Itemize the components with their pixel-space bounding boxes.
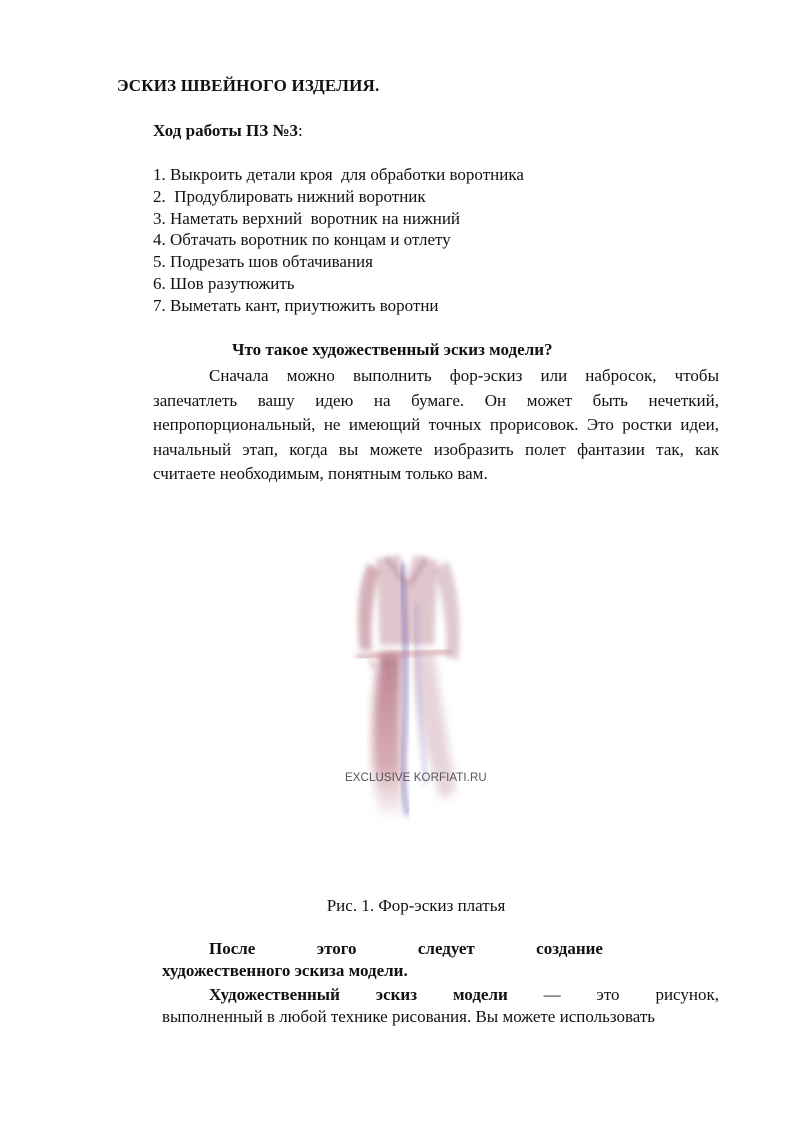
paragraph-word: После: [209, 939, 256, 958]
paragraph-word: это: [596, 985, 620, 1004]
list-item: 5. Подрезать шов обтачивания: [153, 252, 373, 272]
paragraph-word: эскиз: [375, 985, 418, 1004]
paragraph-line: [162, 938, 603, 960]
image-watermark: EXCLUSIVE KORFIATI.RU: [345, 772, 487, 784]
work-heading: [153, 121, 303, 141]
list-item: 7. Выметать кант, приутюжить воротни: [153, 295, 439, 315]
paragraph-word: —: [543, 985, 561, 1004]
paragraph-line: выполненный в любой технике рисования. Вы можете использовать: [162, 1007, 656, 1026]
figure-caption: Рис. 1. Фор-эскиз платья: [326, 896, 506, 915]
paragraph-word: создание: [536, 939, 603, 958]
section-heading: Что такое художественный эскиз модели?: [232, 340, 553, 359]
list-item: 3. Наметать верхний воротник на нижний: [153, 208, 461, 228]
work-heading-colon: :: [298, 121, 303, 140]
dress-sketch-image: [330, 545, 480, 830]
document-title: ЭСКИЗ ШВЕЙНОГО ИЗДЕЛИЯ.: [117, 76, 380, 95]
paragraph-word: рисунок,: [655, 985, 719, 1004]
paragraph-line: художественного эскиза модели.: [162, 961, 408, 980]
paragraph-word: следует: [417, 939, 475, 958]
paragraph-line: [162, 984, 719, 1006]
list-item: 1. Выкроить детали кроя для обработки воротника: [153, 165, 524, 184]
dress-sketch-drawing: [330, 545, 480, 830]
steps-list: [153, 164, 524, 317]
work-heading-label: Ход работы ПЗ №3: [153, 121, 299, 140]
paragraph-word: модели: [452, 985, 508, 1004]
list-item: 6. Шов разутюжить: [153, 273, 295, 293]
list-item: 2. Продублировать нижний воротник: [153, 186, 426, 206]
list-item: 4. Обтачать воротник по концам и отлету: [153, 230, 451, 250]
paragraph-next-step: [162, 938, 719, 982]
paragraph-definition: [162, 984, 719, 1028]
paragraph-intro: Сначала можно выполнить фор-эскиз или набросок, чтобы запечатлеть вашу идею на бумаге. Он может быть нечеткий, непропорциональный, не имеющий точных прорисовок. Это ростки идеи, начальный этап, когда вы можете изобразить полет фантазии так, как считаете необходимым, понятным только вам.: [153, 366, 719, 483]
paragraph-word: Художественный: [209, 985, 340, 1004]
paragraph-word: этого: [316, 939, 357, 958]
